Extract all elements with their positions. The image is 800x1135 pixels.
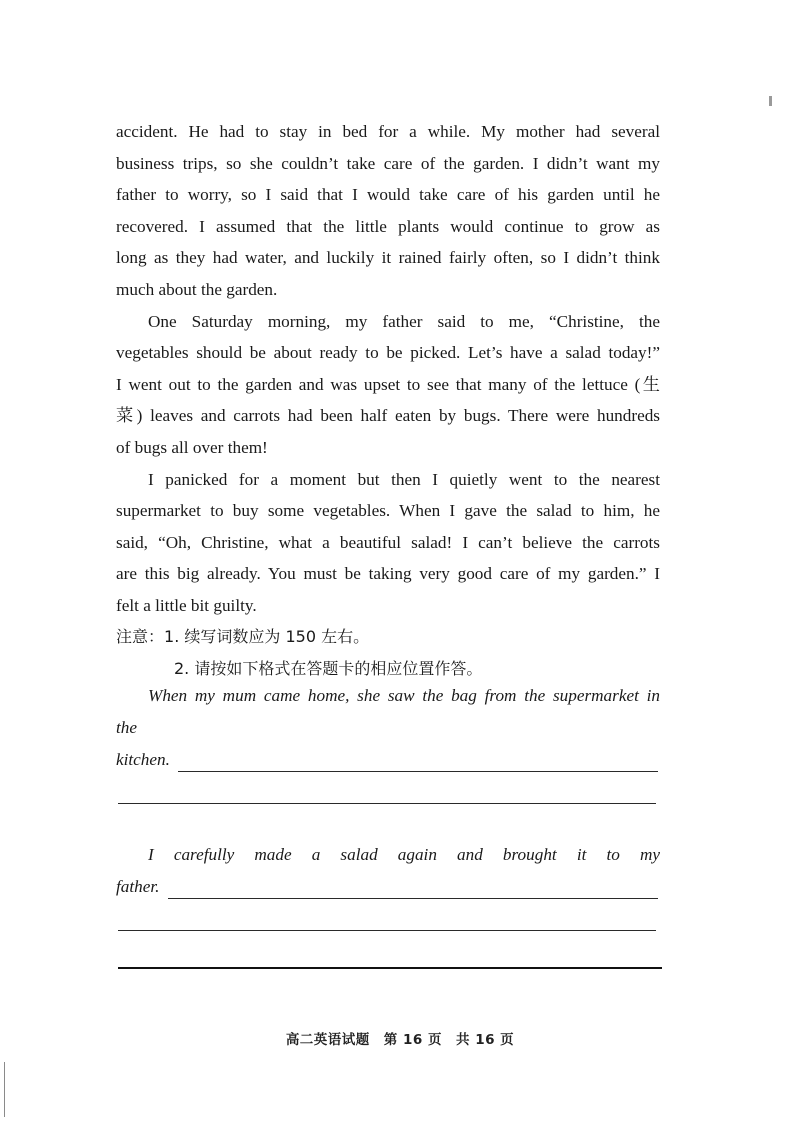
text-line: business trips, so she couldn’t take care of the garden. I didn’t want my [116,153,660,173]
text-line: felt a little bit guilty. [116,595,257,615]
story-text [116,116,660,622]
answer-line [118,803,656,804]
answer-line [118,930,656,931]
text-line: father to worry, so I said that I would take care of his garden until he [116,185,660,205]
text-line: supermarket to buy some vegetables. When I gave the salad to him, he [116,501,660,521]
text-line: vegetables should be about ready to be picked. Let’s have a salad today!” [116,343,660,363]
scan-mark [769,96,772,106]
text-line: are this big already. You must be taking very good care of my garden.” I [116,564,660,584]
text-line: accident. He had to stay in bed for a while. My mother had several [116,122,660,141]
prompt-1-end: kitchen. [116,750,170,769]
prompt-1-first-line: When my mum came home, she saw the bag from the supermarket in [148,686,660,705]
instruction-label: 注意： [116,627,165,646]
prompt-2-first-line: I carefully made a salad again and brought it to my [148,845,660,864]
text-line: much about the garden. [116,279,278,299]
text-line: long as they had water, and luckily it rained fairly often, so I didn’t think [116,248,660,268]
text-line: recovered. I assumed that the little plants would continue to grow as [116,216,660,236]
instruction-1 [116,621,660,653]
text-line: One Saturday morning, my father said to me, “Christine, the [148,311,660,331]
instructions [116,621,660,684]
edge-mark [4,1062,5,1117]
text-line: I panicked for a moment but then I quietly went to the nearest [148,469,660,489]
answer-line [178,771,658,772]
answer-line [168,898,658,899]
instruction-2 [116,653,660,685]
text-line: 菜) leaves and carrots had been half eaten by bugs. There were hundreds [116,406,660,426]
instruction-item: 1. 续写词数应为 150 左右。 [164,627,370,646]
text-line: I went out to the garden and was upset to see that many of the lettuce (生 [116,374,660,394]
text-line: of bugs all over them! [116,437,268,457]
page-footer: 高二英语试题 第 16 页 共 16 页 [285,1032,515,1048]
paragraph-2 [116,306,660,464]
prompt-2-end: father. [116,877,160,896]
paragraph-3 [116,464,660,622]
prompt-1-continuation: the [116,718,137,737]
text-line: said, “Oh, Christine, what a beautiful salad! I can’t believe the carrots [116,532,660,552]
instruction-item: 2. 请按如下格式在答题卡的相应位置作答。 [174,658,483,678]
paragraph-1 [116,116,660,306]
section-divider [118,967,662,969]
